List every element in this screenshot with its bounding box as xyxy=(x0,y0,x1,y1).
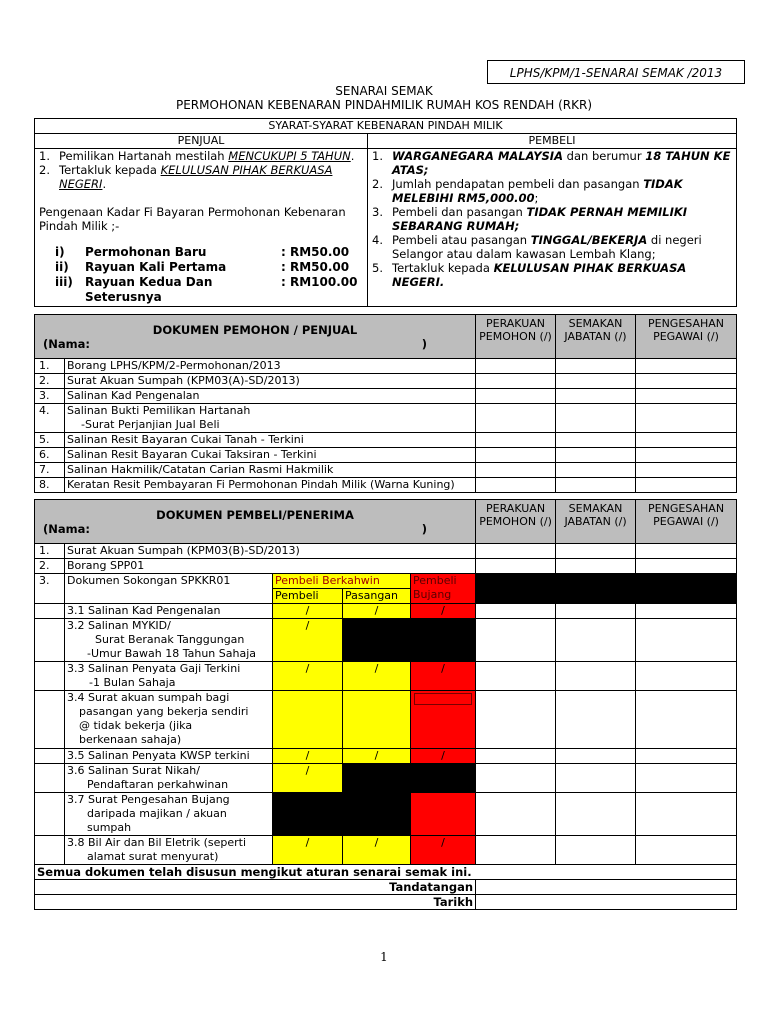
form-reference-code: LPHS/KPM/1-SENARAI SEMAK /2013 xyxy=(487,60,745,84)
checkbox-cell[interactable] xyxy=(636,836,737,865)
table-row: 5. Salinan Resit Bayaran Cukai Tanah - Terkini xyxy=(35,433,737,448)
checkbox-cell[interactable] xyxy=(476,662,556,691)
checkbox-cell[interactable] xyxy=(476,764,556,793)
fee-row: iii) Rayuan Kedua Dan Seterusnya : RM100.00 xyxy=(55,275,358,304)
checkbox-cell[interactable] xyxy=(636,404,737,433)
table-row: 3.5 Salinan Penyata KWSP terkini / / / xyxy=(35,749,737,764)
footer-note: Semua dokumen telah disusun mengikut aturan senarai semak ini. xyxy=(35,865,737,880)
seller-condition: 2. Tertakluk kepada KELULUSAN PIHAK BERKUASA NEGERI. xyxy=(39,163,333,191)
seller-header: PENJUAL xyxy=(35,134,368,149)
checkbox-cell[interactable] xyxy=(476,389,556,404)
checkbox-cell[interactable] xyxy=(556,389,636,404)
checkbox-cell[interactable] xyxy=(556,662,636,691)
buyer-condition: 2. Jumlah pendapatan pembeli dan pasangan TIDAK MELEBIHI RM5,000.00; xyxy=(372,177,683,205)
buyer-col-header: Pembeli xyxy=(273,589,343,604)
page-subtitle: PERMOHONAN KEBENARAN PINDAHMILIK RUMAH KOS RENDAH (RKR) xyxy=(175,98,592,112)
single-buyer-header: Pembeli Bujang xyxy=(411,574,476,604)
page-number: 1 xyxy=(380,950,388,964)
table-row: 8. Keratan Resit Pembayaran Fi Permohonan Pindah Milik (Warna Kuning) xyxy=(35,478,737,493)
checkbox-cell[interactable] xyxy=(556,764,636,793)
table-row: 2. Borang SPP01 xyxy=(35,559,737,574)
checkbox-cell[interactable] xyxy=(636,389,737,404)
buyer-condition: 5. Tertakluk kepada KELULUSAN PIHAK BERKUASA NEGERI. xyxy=(372,261,687,289)
checkbox-cell[interactable] xyxy=(556,619,636,662)
checkbox-cell[interactable] xyxy=(636,463,737,478)
table-row: 7. Salinan Hakmilik/Catatan Carian Rasmi Hakmilik xyxy=(35,463,737,478)
checkbox-cell[interactable] xyxy=(636,448,737,463)
conditions-table xyxy=(34,118,737,307)
check-mark: / xyxy=(411,662,476,691)
buyer-docs-table xyxy=(34,499,737,910)
checkbox-cell[interactable] xyxy=(476,404,556,433)
checkbox-cell[interactable] xyxy=(636,764,737,793)
checkbox-cell[interactable] xyxy=(556,433,636,448)
checkbox-cell[interactable] xyxy=(476,463,556,478)
table-row: 3. Salinan Kad Pengenalan xyxy=(35,389,737,404)
col-department-check: SEMAKAN JABATAN (/) xyxy=(556,500,636,544)
check-mark: / xyxy=(273,749,343,764)
checkbox-cell[interactable] xyxy=(476,604,556,619)
check-mark: / xyxy=(343,604,411,619)
check-mark: / xyxy=(273,604,343,619)
checkbox-cell[interactable] xyxy=(556,749,636,764)
table-row: 1. Borang LPHS/KPM/2-Permohonan/2013 xyxy=(35,359,737,374)
checkbox-cell[interactable] xyxy=(556,478,636,493)
fee-row: ii) Rayuan Kali Pertama : RM50.00 xyxy=(55,260,350,274)
checkbox-cell[interactable] xyxy=(476,544,556,559)
checkbox-cell[interactable] xyxy=(636,662,737,691)
checkbox-cell[interactable] xyxy=(476,793,556,836)
checkbox-cell[interactable] xyxy=(476,448,556,463)
signature-field[interactable] xyxy=(476,880,737,895)
checkbox-cell[interactable] xyxy=(636,544,737,559)
buyer-condition: 1. WARGANEGARA MALAYSIA dan berumur 18 TAHUN KE ATAS; xyxy=(372,149,731,177)
applicant-docs-table xyxy=(34,314,737,493)
buyer-docs-header: DOKUMEN PEMBELI/PENERIMA (Nama: ) xyxy=(35,500,476,544)
checkbox-cell[interactable] xyxy=(476,433,556,448)
checkbox-cell[interactable] xyxy=(476,374,556,389)
checkbox-cell[interactable] xyxy=(636,749,737,764)
buyer-condition: 3. Pembeli dan pasangan TIDAK PERNAH MEMILIKI SEBARANG RUMAH; xyxy=(372,205,688,233)
check-mark: / xyxy=(273,619,343,662)
checkbox-cell[interactable] xyxy=(636,604,737,619)
seller-conditions xyxy=(35,149,368,307)
check-mark: / xyxy=(273,662,343,691)
check-mark: / xyxy=(411,604,476,619)
col-applicant-declaration: PERAKUAN PEMOHON (/) xyxy=(476,500,556,544)
table-row: 3.1 Salinan Kad Pengenalan / / / xyxy=(35,604,737,619)
checkbox-cell[interactable] xyxy=(556,793,636,836)
check-mark: / xyxy=(411,836,476,865)
checkbox-cell[interactable] xyxy=(636,691,737,749)
checkbox-cell[interactable] xyxy=(476,559,556,574)
check-mark: / xyxy=(273,836,343,865)
married-buyer-header: Pembeli Berkahwin xyxy=(273,574,411,589)
col-applicant-declaration: PERAKUAN PEMOHON (/) xyxy=(476,315,556,359)
checkbox-cell[interactable] xyxy=(556,463,636,478)
spouse-col-header: Pasangan xyxy=(343,589,411,604)
checkbox-cell[interactable] xyxy=(636,433,737,448)
checkbox-cell[interactable] xyxy=(476,359,556,374)
checkbox-cell[interactable] xyxy=(476,749,556,764)
table-row: 3.3 Salinan Penyata Gaji Terkini -1 Bulan Sahaja / / / xyxy=(35,662,737,691)
table-row: 3.8 Bil Air dan Bil Eletrik (seperti alamat surat menyurat) / / / xyxy=(35,836,737,865)
check-mark: / xyxy=(273,764,343,793)
col-officer-verification: PENGESAHAN PEGAWAI (/) xyxy=(636,315,737,359)
fee-intro: Pengenaan Kadar Fi Bayaran Permohonan Kebenaran Pindah Milik ;- xyxy=(39,205,346,233)
table-row: 3. Dokumen Sokongan SPKKR01 Pembeli Berkahwin Pembeli Bujang xyxy=(35,574,737,589)
name-label: (Nama: xyxy=(43,521,90,536)
col-department-check: SEMAKAN JABATAN (/) xyxy=(556,315,636,359)
checkbox-cell[interactable] xyxy=(636,478,737,493)
table-row: 3.6 Salinan Surat Nikah/ Pendaftaran perkahwinan / xyxy=(35,764,737,793)
buyer-header: PEMBELI xyxy=(368,134,737,149)
date-label: Tarikh xyxy=(35,895,476,910)
table-row: 6. Salinan Resit Bayaran Cukai Taksiran - Terkini xyxy=(35,448,737,463)
table-row: 1. Surat Akuan Sumpah (KPM03(B)-SD/2013) xyxy=(35,544,737,559)
checkbox-cell[interactable] xyxy=(556,359,636,374)
checkbox-cell[interactable] xyxy=(556,448,636,463)
checkbox-cell[interactable] xyxy=(476,478,556,493)
checkbox-cell[interactable] xyxy=(556,404,636,433)
checkbox-cell[interactable] xyxy=(476,691,556,749)
checkbox-cell[interactable] xyxy=(636,374,737,389)
table-row: 2. Surat Akuan Sumpah (KPM03(A)-SD/2013) xyxy=(35,374,737,389)
checkbox-cell[interactable] xyxy=(636,359,737,374)
page-title: SENARAI SEMAK xyxy=(335,84,433,98)
check-mark: / xyxy=(411,749,476,764)
checkbox-cell[interactable] xyxy=(636,793,737,836)
conditions-header: SYARAT-SYARAT KEBENARAN PINDAH MILIK xyxy=(35,119,737,134)
checkbox-cell[interactable] xyxy=(556,604,636,619)
table-row: 4. Salinan Bukti Pemilikan Hartanah -Surat Perjanjian Jual Beli xyxy=(35,404,737,433)
seller-condition: 1. Pemilikan Hartanah mestilah MENCUKUPI 5 TAHUN. xyxy=(39,149,355,163)
checkbox-cell[interactable] xyxy=(476,619,556,662)
checkbox-cell[interactable] xyxy=(636,559,737,574)
checkbox-cell[interactable] xyxy=(636,619,737,662)
fee-row: i) Permohonan Baru : RM50.00 xyxy=(55,245,350,259)
checkbox-cell[interactable] xyxy=(556,836,636,865)
signature-label: Tandatangan xyxy=(35,880,476,895)
checkbox-cell[interactable] xyxy=(556,691,636,749)
date-field[interactable] xyxy=(476,895,737,910)
buyer-conditions xyxy=(368,149,737,307)
buyer-condition: 4. Pembeli atau pasangan TINGGAL/BEKERJA di negeri Selangor atau dalam kawasan Lembah Klang; xyxy=(372,233,702,261)
name-label: (Nama: xyxy=(43,336,90,351)
table-row: 3.7 Surat Pengesahan Bujang daripada majikan / akuan sumpah xyxy=(35,793,737,836)
checkbox-cell[interactable] xyxy=(556,559,636,574)
check-mark: / xyxy=(343,749,411,764)
table-row: 3.4 Surat akuan sumpah bagi pasangan yang bekerja sendiri @ tidak bekerja (jika berkenaan sahaja) xyxy=(35,691,737,749)
checkbox-cell[interactable] xyxy=(556,374,636,389)
table-row: 3.2 Salinan MYKID/ Surat Beranak Tanggungan -Umur Bawah 18 Tahun Sahaja / xyxy=(35,619,737,662)
check-mark: / xyxy=(343,836,411,865)
empty-box xyxy=(414,693,472,705)
checkbox-cell[interactable] xyxy=(556,544,636,559)
col-officer-verification: PENGESAHAN PEGAWAI (/) xyxy=(636,500,737,544)
check-mark: / xyxy=(343,662,411,691)
applicant-docs-header: DOKUMEN PEMOHON / PENJUAL (Nama: ) xyxy=(35,315,476,359)
checkbox-cell[interactable] xyxy=(476,836,556,865)
